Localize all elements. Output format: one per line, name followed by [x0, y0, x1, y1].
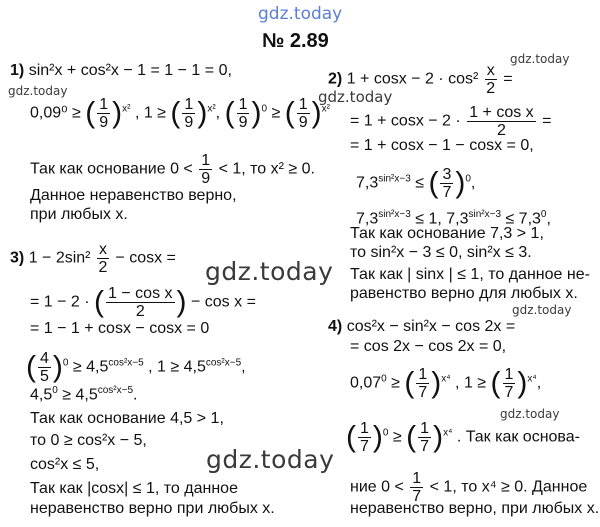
p3-line-6: Так как основание 4,5 > 1,	[30, 410, 224, 427]
p2-line-6: Так как основание 7,3 > 1,	[350, 225, 544, 242]
p3-number: 3)	[10, 249, 25, 267]
p2-line-5: $7,3^{sin^2x-3} \le 1$, $7,3^{sin^2x-3} \le 7,3^0$,	[356, 209, 551, 228]
watermark-small-2: gdz.today	[510, 52, 570, 66]
p1-l2a: 0,09⁰ ≥	[30, 104, 81, 122]
watermark-top: gdz.today	[258, 4, 343, 24]
p2-line-3: = 1 + cosx − 1 − cosx = 0,	[350, 137, 534, 154]
p4-line-1: 4) cos²x − sin²x − cos 2x =	[328, 318, 516, 335]
p1-line-1	[10, 62, 232, 80]
watermark-mid: gdz.today	[318, 88, 393, 106]
watermark-big-2: gdz.today	[206, 445, 335, 474]
p2-line-8: Так как | sinx | ≤ 1, то данное не-	[350, 266, 590, 283]
p4-line-3: 0,07$^0$ ≥ ( $\frac{1}{7}$ )$^{x^4}$ , 1 ≥ ( $\frac{1}{7}$ )$^{x^4}$,	[350, 366, 542, 401]
p4-line-2: = cos 2x − cos 2x = 0,	[350, 338, 507, 355]
watermark-small-1: gdz.today	[8, 84, 68, 98]
p2-line-1: 2) 1 + cosx − 2 · cos² $\frac{x}{2}$ =	[328, 62, 513, 97]
p1-line-2: 0,09⁰ ≥ ( $\frac{1}{9}$ )$^{x^2}$ , 1 ≥ ( $\frac{1}{9}$ )$^{x^2}$, ( $\frac{1}{9}$ )$^0$ ≥ ( $\frac{1}{9}$ )$^{x^2}$	[30, 96, 330, 131]
p1-exp-1: x²	[122, 103, 131, 115]
p3-line-5: $4,5^0 \ge 4,5^{cos^2x-5}$.	[30, 385, 138, 404]
p3-line-8: cos²x ≤ 5,	[30, 456, 100, 473]
p3-line-7: то 0 ≥ cos²x − 5,	[30, 432, 147, 449]
p4-line-4: ( $\frac{1}{7}$ )$^0$ ≥ ( $\frac{1}{7}$ )$^{x^4}$ . Так как основа-	[346, 420, 580, 455]
p3-line-9: Так как |cosx| ≤ 1, то данное	[30, 480, 238, 497]
p2-line-9: равенство верно для любых x.	[350, 285, 578, 302]
p2-number: 2)	[328, 70, 343, 88]
p4-number: 4)	[328, 318, 343, 335]
watermark-small-4: gdz.today	[500, 407, 560, 421]
p2-line-4: $7,3^{sin^2x-3}$ ≤ ( $\frac{3}{7}$ )$^0$,	[356, 166, 476, 201]
p2-line-2: = 1 + cosx − 2 · $\frac{\text{1 + cos x}}{2}$ =	[350, 104, 552, 139]
watermark-big-1: gdz.today	[205, 257, 334, 286]
p1-line-3: Так как основание 0 < $\frac{1}{9}$ < 1, то x² ≥ 0.	[30, 152, 315, 187]
p3-line-10: неравенство верно при любых x.	[30, 500, 275, 517]
p1-line-4: Данное неравенство верно,	[30, 187, 237, 204]
p2-line-7: то sin²x − 3 ≤ 0, sin²x ≤ 3.	[350, 244, 532, 261]
p3-line-1: 3) 1 − 2sin² $\frac{x}{2}$ − cosx =	[10, 241, 176, 276]
problem-title: № 2.89	[262, 30, 329, 52]
p4-line-6: неравенство верно, при любых x.	[350, 500, 600, 517]
p3-line-2: = 1 − 2 · ( $\frac{\text{1 − cos x}}{2}$ ) − cos x =	[30, 285, 256, 320]
p1-line-1-text: sin²x + cos²x − 1 = 1 − 1 = 0,	[28, 62, 232, 79]
p3-line-4: ( $\frac{4}{5}$ )$^0 \ge 4,5^{cos^2x-5}$ , $1 \ge 4,5^{cos^2x-5}$,	[26, 350, 246, 385]
p1-line-5: при любых x.	[30, 206, 128, 223]
p3-line-3: = 1 − 1 + cosx − cosx = 0	[30, 320, 210, 337]
p1-number: 1)	[10, 62, 25, 79]
p4-line-5: ние 0 < $\frac{1}{7}$ < 1, то x⁴ ≥ 0. Данное	[350, 470, 588, 505]
watermark-small-3: gdz.today	[512, 303, 572, 317]
p1-l2b: , 1 ≥	[134, 104, 166, 122]
